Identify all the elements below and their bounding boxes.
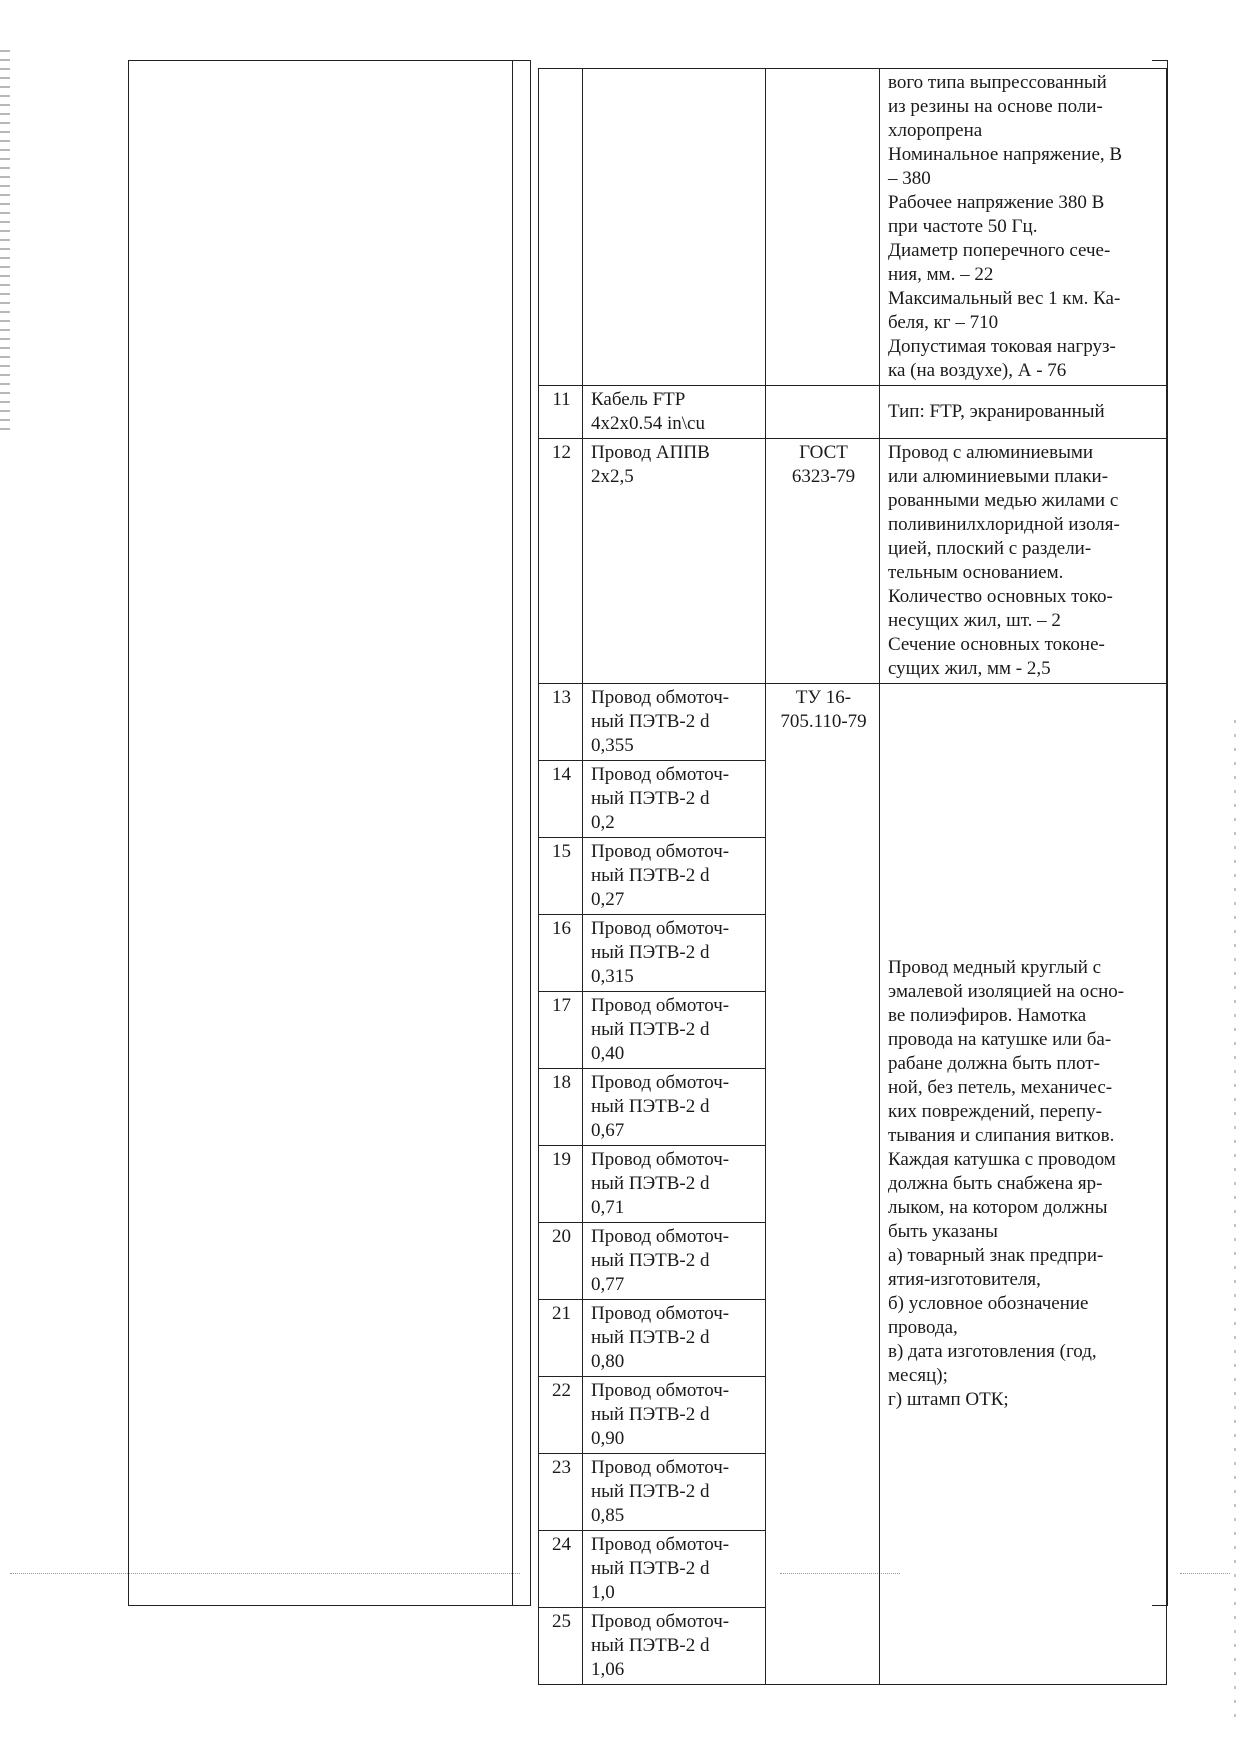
item-name: Провод обмоточ- ный ПЭТВ-2 d 0,77 (583, 1223, 766, 1300)
item-name: Провод обмоточ- ный ПЭТВ-2 d 1,06 (583, 1608, 766, 1685)
specification-table (538, 68, 1167, 1685)
row-number: 20 (539, 1223, 583, 1300)
item-name: Провод обмоточ- ный ПЭТВ-2 d 1,0 (583, 1531, 766, 1608)
item-name: Провод обмоточ- ный ПЭТВ-2 d 0,67 (583, 1069, 766, 1146)
item-name (583, 69, 766, 386)
scan-dotted-artifact (1180, 1573, 1230, 1574)
item-description: Тип: FTP, экранированный (880, 386, 1167, 439)
item-standard (766, 69, 880, 386)
page-frame-left (128, 60, 530, 1606)
item-standard: ТУ 16- 705.110-79 (766, 684, 880, 1685)
item-description: вого типа выпрессованный из резины на основе поли- хлоропрена Номинальное напряжение, В – 380 Рабочее напряжение 380 В при частоте 50 Гц. Диаметр поперечного сече- ния, мм. – 22 Максимальный вес 1 км. Ка- беля, кг – 710 Допустимая токовая нагруз- ка (на воздухе), А - 76 (880, 69, 1167, 386)
row-number: 24 (539, 1531, 583, 1608)
item-standard: ГОСТ 6323-79 (766, 439, 880, 684)
row-number: 12 (539, 439, 583, 684)
row-number: 13 (539, 684, 583, 761)
row-number: 16 (539, 915, 583, 992)
scan-edge-marks-left (0, 50, 10, 430)
item-name: Провод АППВ 2х2,5 (583, 439, 766, 684)
row-number: 19 (539, 1146, 583, 1223)
item-description: Провод с алюминиевыми или алюминиевыми плаки- рованными медью жилами с поливинилхлоридной изоля- цией, плоский с раздели- тельным основанием. Количество основных токо- несущих жил, шт. – 2 Сечение основных токоне- сущих жил, мм - 2,5 (880, 439, 1167, 684)
item-name: Провод обмоточ- ный ПЭТВ-2 d 0,90 (583, 1377, 766, 1454)
table-row (539, 439, 1167, 684)
item-name: Провод обмоточ- ный ПЭТВ-2 d 0,80 (583, 1300, 766, 1377)
item-name: Провод обмоточ- ный ПЭТВ-2 d 0,40 (583, 992, 766, 1069)
row-number: 22 (539, 1377, 583, 1454)
table-row (539, 69, 1167, 386)
item-name: Провод обмоточ- ный ПЭТВ-2 d 0,85 (583, 1454, 766, 1531)
row-number: 25 (539, 1608, 583, 1685)
item-description: Провод медный круглый с эмалевой изоляцией на осно- ве полиэфиров. Намотка провода на катушке или ба- рабане должна быть плот- ной, без петель, механичес- ких повреждений, перепу- тывания и слипания витков. Каждая катушка с проводом должна быть снабжена яр- лыком, на котором должны быть указаны а) товарный знак предпри- ятия-изготовителя, б) условное обозначение провода, в) дата изготовления (год, месяц); г) штамп ОТК; (880, 684, 1167, 1685)
item-name: Провод обмоточ- ный ПЭТВ-2 d 0,2 (583, 761, 766, 838)
item-name: Провод обмоточ- ный ПЭТВ-2 d 0,355 (583, 684, 766, 761)
item-name: Кабель FTP 4x2x0.54 in\cu (583, 386, 766, 439)
column-divider-line (512, 60, 513, 1606)
row-number: 21 (539, 1300, 583, 1377)
row-number: 17 (539, 992, 583, 1069)
row-number: 18 (539, 1069, 583, 1146)
item-name: Провод обмоточ- ный ПЭТВ-2 d 0,27 (583, 838, 766, 915)
row-number: 23 (539, 1454, 583, 1531)
specification-table-body (539, 69, 1167, 1685)
table-row (539, 684, 1167, 761)
item-name: Провод обмоточ- ный ПЭТВ-2 d 0,315 (583, 915, 766, 992)
table-row (539, 386, 1167, 439)
scan-dotted-artifact (10, 1573, 520, 1574)
row-number (539, 69, 583, 386)
row-number: 14 (539, 761, 583, 838)
row-number: 15 (539, 838, 583, 915)
column-divider-line (530, 60, 531, 1606)
item-name: Провод обмоточ- ный ПЭТВ-2 d 0,71 (583, 1146, 766, 1223)
item-standard (766, 386, 880, 439)
scan-edge-marks-right (1234, 720, 1236, 1720)
row-number: 11 (539, 386, 583, 439)
